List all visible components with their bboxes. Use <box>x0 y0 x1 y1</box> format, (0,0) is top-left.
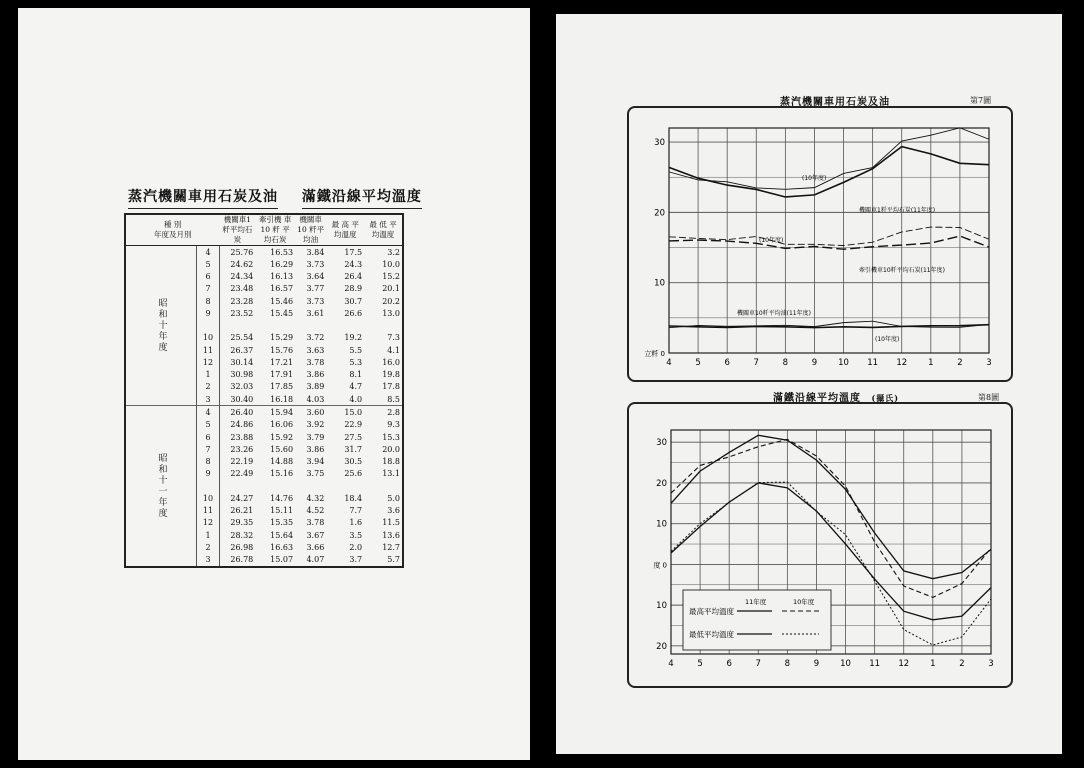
high-temp-cell: 26.4 <box>344 272 363 282</box>
oil-cell: 3.89 <box>306 382 325 392</box>
low-sign <box>364 419 376 431</box>
high-sign <box>326 431 338 443</box>
oil-cell: 3.72 <box>306 333 325 343</box>
series-line-0 <box>669 128 989 190</box>
high-sign <box>326 492 338 504</box>
x-tick-label: 10 <box>840 659 851 669</box>
table-title-sub: 滿鐵沿線平均溫度 <box>302 186 422 209</box>
high-temp-cell: 5.5 <box>349 345 363 355</box>
oil-cell: 4.07 <box>306 555 325 565</box>
low-sign <box>364 541 376 553</box>
series-label: (10年度) <box>802 175 827 182</box>
low-temp-cell: 16.0 <box>382 357 400 367</box>
y-tick-label: 20 <box>656 641 667 652</box>
low-temp-cell: 17.8 <box>382 382 400 392</box>
coal-per-km-cell: 23.26 <box>230 444 254 454</box>
x-tick-label: 6 <box>726 659 732 669</box>
legend-row-high: 最高平均溫度 <box>689 607 734 616</box>
x-tick-label: 9 <box>811 358 818 368</box>
corner-header <box>125 214 220 246</box>
corner-sub-label: 年度及月別 <box>154 230 192 239</box>
month-cell: 8 <box>197 295 220 307</box>
high-temp-cell: 18.4 <box>344 493 363 503</box>
x-tick-label: 7 <box>755 659 761 669</box>
coal-per-km-cell: 22.49 <box>230 469 254 479</box>
x-tick-label: 5 <box>697 659 703 669</box>
chart7-title: 蒸汽機關車用石炭及油 <box>780 97 890 108</box>
coal-per-km-cell: 26.21 <box>230 506 254 516</box>
month-cell: 5 <box>197 419 220 431</box>
traction-coal-cell: 14.88 <box>270 457 294 467</box>
table-row <box>125 246 403 259</box>
traction-coal-cell: 16.29 <box>270 259 294 269</box>
high-sign <box>326 258 338 270</box>
col5-header: 最 低 平均溫度 <box>364 214 403 246</box>
month-cell: 6 <box>197 431 220 443</box>
low-sign <box>364 356 376 368</box>
series-label: 牽引機車10粁平均石炭(11年度) <box>859 267 945 274</box>
traction-coal-cell: 15.60 <box>270 444 294 454</box>
x-tick-label: 8 <box>782 358 789 368</box>
month-cell: 5 <box>197 258 220 270</box>
high-sign <box>326 553 338 567</box>
coal-per-km-cell: 25.54 <box>230 333 254 343</box>
x-tick-label: 10 <box>838 358 849 368</box>
high-temp-cell: 2.0 <box>349 542 363 552</box>
month-cell: 8 <box>197 455 220 467</box>
high-temp-cell: 28.9 <box>344 284 363 294</box>
low-temp-cell: 3.2 <box>387 247 400 257</box>
traction-coal-cell: 15.94 <box>255 406 295 419</box>
series-label: (10年度) <box>759 237 784 244</box>
x-tick-label: 2 <box>959 659 965 669</box>
data-table <box>124 213 404 568</box>
month-cell: 6 <box>197 271 220 283</box>
low-temp-cell: 15.2 <box>382 272 400 282</box>
x-tick-label: 5 <box>695 358 701 368</box>
x-tick-label: 8 <box>784 659 791 669</box>
oil-cell: 3.75 <box>306 469 325 479</box>
high-temp-cell: 8.1 <box>349 370 363 380</box>
high-sign <box>326 271 338 283</box>
y-tick-label: 20 <box>656 478 667 489</box>
month-cell: 10 <box>197 492 220 504</box>
oil-cell: 3.94 <box>306 457 325 467</box>
low-sign <box>364 283 376 295</box>
high-sign <box>326 344 338 356</box>
traction-coal-cell: 17.85 <box>270 382 294 392</box>
coal-per-km-cell: 23.28 <box>230 296 254 306</box>
low-sign <box>364 468 376 480</box>
traction-coal-cell: 15.64 <box>270 530 294 540</box>
month-cell: 2 <box>197 381 220 393</box>
low-temp-cell: 5.0 <box>387 493 400 503</box>
low-temp-cell: 15.3 <box>382 432 400 442</box>
high-sign <box>326 455 338 467</box>
legend-col-11: 11年度 <box>745 598 767 606</box>
high-sign <box>326 541 338 553</box>
high-temp-cell: 24.3 <box>344 259 363 269</box>
month-cell: 3 <box>197 553 220 567</box>
low-temp-cell: 19.8 <box>382 370 400 380</box>
series-line-2 <box>669 227 989 245</box>
low-sign <box>364 369 376 381</box>
month-cell: 12 <box>197 356 220 368</box>
y-tick-label: 30 <box>654 138 665 149</box>
high-sign <box>326 443 338 455</box>
month-cell: 7 <box>197 283 220 295</box>
high-temp-cell: 3.7 <box>349 555 363 565</box>
oil-cell: 4.32 <box>306 493 325 503</box>
high-sign <box>326 246 338 259</box>
corner-label: 種 別 <box>164 220 182 229</box>
month-cell: 4 <box>197 406 220 419</box>
coal-per-km-cell: 28.32 <box>230 530 254 540</box>
coal-per-km-cell: 24.86 <box>230 420 254 430</box>
y-tick-label: 10 <box>656 519 667 530</box>
series-label: 機關車1粁平均石炭(11年度) <box>859 207 936 214</box>
coal-per-km-cell: 30.14 <box>230 357 254 367</box>
col1-header: 機關車1粁平均石炭 <box>220 214 256 246</box>
series-label: (10年度) <box>875 336 900 343</box>
month-cell: 1 <box>197 369 220 381</box>
month-cell: 1 <box>197 529 220 541</box>
chart8-title-text: 滿鐵沿線平均溫度 <box>773 393 861 404</box>
y-tick-label: 10 <box>656 601 667 612</box>
traction-coal-cell: 15.46 <box>270 296 294 306</box>
coal-per-km-cell: 23.52 <box>230 308 254 318</box>
month-cell: 11 <box>197 344 220 356</box>
chart8-svg <box>627 402 1013 688</box>
traction-coal-cell: 15.07 <box>270 555 294 565</box>
high-temp-cell: 5.3 <box>349 357 363 367</box>
x-tick-label: 2 <box>957 358 963 368</box>
x-tick-label: 4 <box>668 659 674 669</box>
book-spine <box>531 0 553 768</box>
chart7-figure-label: 第7圖 <box>970 96 992 105</box>
series-label: 機關車10粁平均油(11年度) <box>737 310 811 317</box>
oil-cell: 3.60 <box>295 406 326 419</box>
traction-coal-cell: 16.06 <box>270 420 294 430</box>
x-tick-label: 11 <box>869 659 881 669</box>
high-sign <box>326 307 338 319</box>
coal-per-km-cell: 25.76 <box>230 247 254 257</box>
low-sign <box>364 553 376 567</box>
low-temp-cell: 8.5 <box>387 394 400 404</box>
high-temp-cell: 25.6 <box>344 469 363 479</box>
high-temp-cell: 4.0 <box>349 394 363 404</box>
low-temp-cell: 2.8 <box>376 406 403 419</box>
x-tick-label: 6 <box>724 358 730 368</box>
legend-col-10: 10年度 <box>793 598 815 606</box>
traction-coal-cell: 15.11 <box>270 506 294 516</box>
oil-cell: 3.86 <box>306 444 325 454</box>
high-temp-cell: 31.7 <box>344 444 363 454</box>
high-sign <box>326 283 338 295</box>
coal-per-km-cell: 26.37 <box>230 345 254 355</box>
traction-coal-cell: 17.21 <box>270 357 294 367</box>
traction-coal-cell: 16.57 <box>270 284 294 294</box>
high-temp-cell: 27.5 <box>344 432 363 442</box>
low-temp-cell: 13.1 <box>382 469 400 479</box>
high-temp-cell: 7.7 <box>349 506 363 516</box>
low-temp-cell: 4.1 <box>387 345 400 355</box>
era-label: 昭和十年度 <box>125 246 197 406</box>
month-cell: 7 <box>197 443 220 455</box>
low-sign <box>364 295 376 307</box>
legend-row-low: 最低平均溫度 <box>689 630 734 639</box>
coal-per-km-cell: 26.78 <box>230 555 254 565</box>
table-title <box>128 186 422 209</box>
low-sign <box>364 271 376 283</box>
low-temp-cell: 20.0 <box>382 444 400 454</box>
high-temp-cell: 22.9 <box>344 420 363 430</box>
low-temp-cell: 13.6 <box>382 530 400 540</box>
x-tick-label: 12 <box>898 659 910 669</box>
high-sign <box>326 468 338 480</box>
low-sign <box>364 393 376 406</box>
coal-per-km-cell: 26.98 <box>230 542 254 552</box>
month-cell: 10 <box>197 332 220 344</box>
chart7-svg <box>627 106 1013 382</box>
series-line-0 <box>671 435 991 578</box>
oil-cell: 3.64 <box>306 272 325 282</box>
y-tick-label: 10 <box>654 278 665 289</box>
x-tick-label: 12 <box>896 358 908 368</box>
high-sign <box>326 406 338 419</box>
high-temp-cell: 3.5 <box>349 530 363 540</box>
low-sign <box>364 517 376 529</box>
series-line-3 <box>669 236 989 249</box>
low-sign <box>364 455 376 467</box>
low-sign <box>364 246 376 259</box>
traction-coal-cell: 16.53 <box>270 247 294 257</box>
coal-per-km-cell: 24.34 <box>230 272 254 282</box>
coal-per-km-cell: 23.88 <box>230 432 254 442</box>
high-sign <box>326 529 338 541</box>
low-sign <box>364 431 376 443</box>
table-title-main: 蒸汽機關車用石炭及油 <box>128 186 278 209</box>
era-label: 昭和十一年度 <box>125 406 197 567</box>
x-tick-label: 3 <box>986 358 992 368</box>
traction-coal-cell: 14.76 <box>270 493 294 503</box>
oil-cell: 3.67 <box>306 530 325 540</box>
x-tick-label: 4 <box>666 358 672 368</box>
table-body <box>125 246 403 568</box>
high-temp-cell: 4.7 <box>349 382 363 392</box>
col2-header: 牽引機 車 10 粁 平均石炭 <box>255 214 295 246</box>
high-sign <box>326 419 338 431</box>
oil-cell: 3.84 <box>306 247 325 257</box>
traction-coal-cell: 15.16 <box>270 469 294 479</box>
zero-label: 度 0 <box>653 561 667 570</box>
traction-coal-cell: 15.35 <box>270 518 294 528</box>
low-temp-cell: 5.7 <box>387 555 400 565</box>
oil-cell: 3.92 <box>306 420 325 430</box>
high-sign <box>326 369 338 381</box>
low-sign <box>364 529 376 541</box>
coal-per-km-cell: 32.03 <box>230 382 254 392</box>
oil-cell: 3.78 <box>306 357 325 367</box>
month-cell: 2 <box>197 541 220 553</box>
high-temp-cell: 19.2 <box>344 333 363 343</box>
low-temp-cell: 3.6 <box>387 506 400 516</box>
low-temp-cell: 20.1 <box>382 284 400 294</box>
coal-per-km-cell: 30.40 <box>230 394 254 404</box>
low-temp-cell: 20.2 <box>382 296 400 306</box>
low-temp-cell: 9.3 <box>387 420 400 430</box>
month-cell: 3 <box>197 393 220 406</box>
traction-coal-cell: 15.76 <box>270 345 294 355</box>
coal-per-km-cell: 22.19 <box>230 457 254 467</box>
x-tick-label: 7 <box>753 358 759 368</box>
zero-label: 立粁 0 <box>644 350 665 358</box>
high-temp-cell: 17.5 <box>344 247 363 257</box>
series-line-1 <box>671 439 991 597</box>
oil-cell: 4.03 <box>306 394 325 404</box>
col3-header: 機關車10 粁平均油 <box>295 214 326 246</box>
high-sign <box>326 356 338 368</box>
oil-cell: 3.79 <box>306 432 325 442</box>
low-sign <box>364 381 376 393</box>
month-cell: 12 <box>197 517 220 529</box>
month-cell: 9 <box>197 468 220 480</box>
coal-per-km-cell: 26.40 <box>220 406 256 419</box>
oil-cell: 3.61 <box>306 308 325 318</box>
low-sign <box>364 504 376 516</box>
high-sign <box>326 517 338 529</box>
traction-coal-cell: 15.92 <box>270 432 294 442</box>
high-sign <box>326 295 338 307</box>
low-sign <box>364 406 376 419</box>
oil-cell: 3.86 <box>306 370 325 380</box>
low-temp-cell: 13.0 <box>382 308 400 318</box>
chart8-title-note: (攝氏) <box>871 393 900 403</box>
y-tick-label: 20 <box>654 208 665 219</box>
high-temp-cell: 30.7 <box>344 296 363 306</box>
coal-per-km-cell: 29.35 <box>230 518 254 528</box>
oil-cell: 3.63 <box>306 345 325 355</box>
low-sign <box>364 344 376 356</box>
high-sign <box>326 504 338 516</box>
coal-per-km-cell: 24.27 <box>230 493 254 503</box>
low-sign <box>364 492 376 504</box>
traction-coal-cell: 16.13 <box>270 272 294 282</box>
month-cell: 11 <box>197 504 220 516</box>
x-tick-label: 11 <box>867 358 879 368</box>
oil-cell: 3.77 <box>306 284 325 294</box>
oil-cell: 3.73 <box>306 296 325 306</box>
high-sign <box>326 393 338 406</box>
col4-header: 最 高 平均溫度 <box>326 214 364 246</box>
table-row <box>125 406 403 419</box>
series-line-1 <box>669 147 989 197</box>
coal-per-km-cell: 24.62 <box>230 259 254 269</box>
low-temp-cell: 11.5 <box>382 518 400 528</box>
low-temp-cell: 10.0 <box>382 259 400 269</box>
traction-coal-cell: 16.63 <box>270 542 294 552</box>
oil-cell: 3.66 <box>306 542 325 552</box>
x-tick-label: 1 <box>928 358 934 368</box>
oil-cell: 3.73 <box>306 259 325 269</box>
traction-coal-cell: 15.29 <box>270 333 294 343</box>
low-sign <box>364 443 376 455</box>
traction-coal-cell: 15.45 <box>270 308 294 318</box>
oil-cell: 3.78 <box>306 518 325 528</box>
high-temp-cell: 26.6 <box>344 308 363 318</box>
x-tick-label: 9 <box>813 659 820 669</box>
oil-cell: 4.52 <box>306 506 325 516</box>
traction-coal-cell: 17.91 <box>270 370 294 380</box>
x-tick-label: 3 <box>988 659 994 669</box>
x-tick-label: 1 <box>930 659 936 669</box>
traction-coal-cell: 16.18 <box>270 394 294 404</box>
low-sign <box>364 258 376 270</box>
coal-per-km-cell: 30.98 <box>230 370 254 380</box>
high-temp-cell: 15.0 <box>338 406 364 419</box>
high-sign <box>326 381 338 393</box>
low-temp-cell: 7.3 <box>387 333 400 343</box>
high-temp-cell: 1.6 <box>349 518 363 528</box>
low-sign <box>364 307 376 319</box>
month-cell: 9 <box>197 307 220 319</box>
month-cell: 4 <box>197 246 220 259</box>
low-sign <box>364 332 376 344</box>
coal-per-km-cell: 23.48 <box>230 284 254 294</box>
low-temp-cell: 12.7 <box>382 542 400 552</box>
high-sign <box>326 332 338 344</box>
low-temp-cell: 18.8 <box>382 457 400 467</box>
y-tick-label: 30 <box>656 438 667 449</box>
chart8-figure-label: 第8圖 <box>978 393 1000 402</box>
high-temp-cell: 30.5 <box>344 457 363 467</box>
